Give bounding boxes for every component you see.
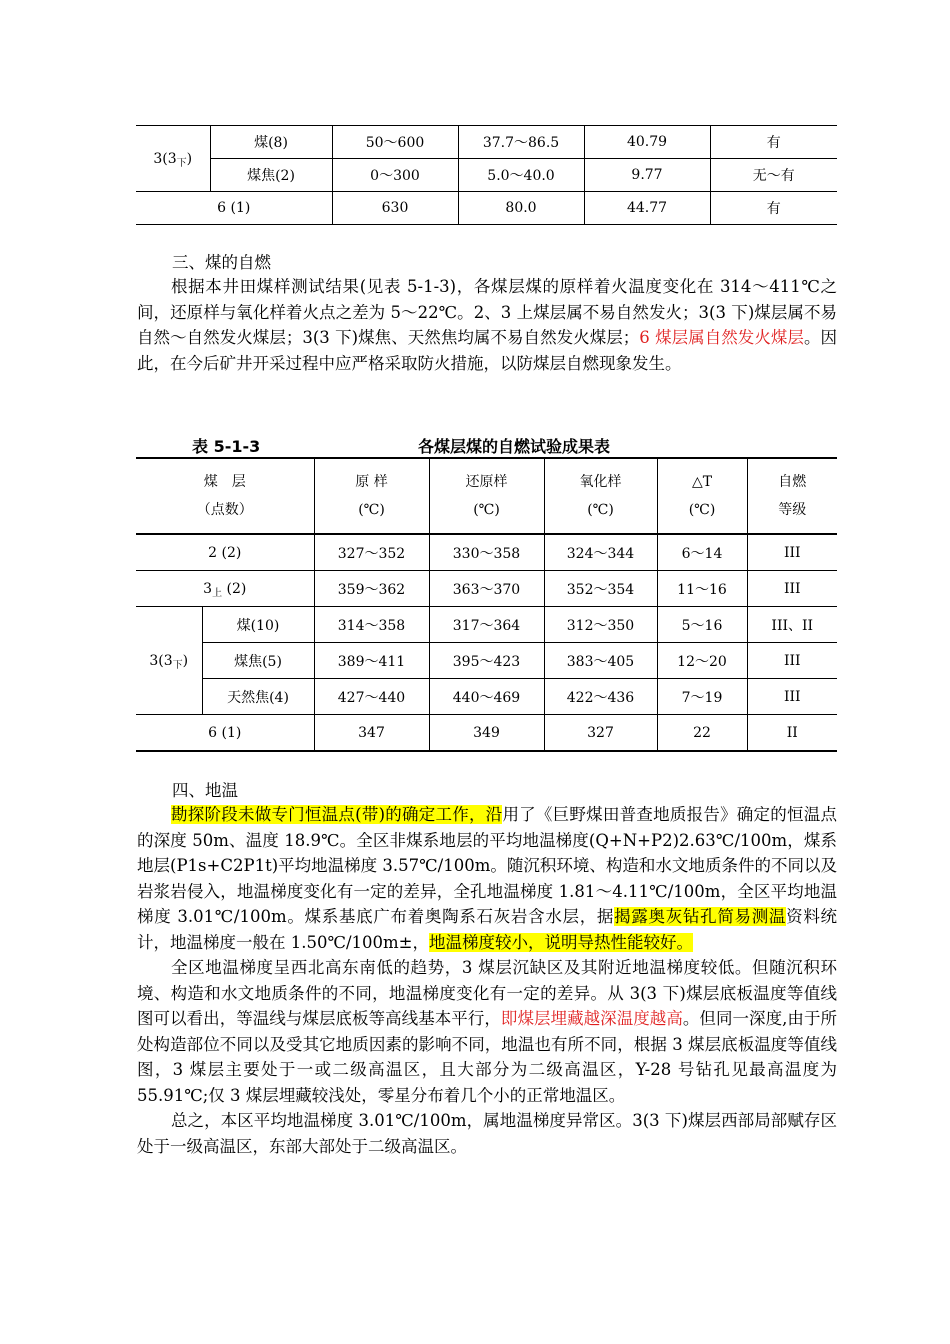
paragraph: 总之，本区平均地温梯度 3.01℃/100m，属地温梯度异常区。3(3 下)煤层西部局部赋存区处于一级高温区，东部大部处于二级高温区。 [137,1111,837,1156]
header-line: 等级 [778,502,807,518]
table-cell: III [747,679,837,715]
header-line: 还原样 [465,474,508,490]
table-cell: 427～440 [314,679,429,715]
text-run: (2) [222,580,247,597]
combustion-test-table [136,457,837,752]
table-cell: 有 [710,192,837,225]
table-cell: 12～20 [657,643,747,679]
header-line: (℃) [587,502,614,518]
highlighted-text-run: 地温梯度较小，说明导热性能较好。 [428,932,693,952]
table-cell: 327 [544,715,657,752]
table-cell: 317～364 [429,607,544,643]
subscript: 下 [172,659,183,671]
table-cell: 2 (2) [136,534,314,571]
header-line: (℃) [358,502,385,518]
header-cell [136,458,314,534]
table-number: 表 5-1-3 [192,437,261,456]
table-cell: 347 [314,715,429,752]
table-cell: 630 [332,192,458,225]
table-cell: III [747,534,837,571]
header-line: 煤 层 [203,474,246,490]
table-row [136,607,837,643]
table-cell: 煤(8) [210,126,332,159]
text-run: 全区地温梯度呈西北高东南低的趋势，3 煤层沉缺区及其附近地温梯度较低。但随沉积环境、构造和水文地质条件的不同，地温梯度变化有一定的差异。从 3(3 下)煤层底板温度等值线图可以看出，等温线与煤层底板等高线基本平行， [137,958,837,1028]
header-line: (℃) [688,502,716,518]
table-cell: 0～300 [332,159,458,192]
red-text-run: 6 煤层属自然发火煤层 [639,328,804,347]
table-cell: 煤焦(2) [210,159,332,192]
group-label-cell: $3(3_下)$ [136,607,202,715]
table-cell: 50～600 [332,126,458,159]
text-run: 资料统计，地温梯度一般在 1.50℃/100m±， [137,907,838,952]
table-cell: 6～14 [657,534,747,571]
table-cell: 11～16 [657,571,747,607]
highlighted-text-run: 揭露奥灰钻孔简易测温 [614,907,787,926]
paragraph [137,802,837,955]
table-cell: 煤焦(5) [202,643,314,679]
table-cell: 80.0 [458,192,584,225]
table-cell: 422～436 [544,679,657,715]
header-line: 自燃 [778,474,807,490]
table-cell: 40.79 [584,126,710,159]
text-run: 根据本井田煤样测试结果(见表 5-1-3)，各煤层煤的原样着火温度变化在 314～411℃之间，还原样与氧化样着火点之差为 5～22℃。2、3 上煤层属不易自然发火；3(3 下)煤层属不易自然～自然发火煤层；3(3 下)煤焦、天然焦均属不易自然发火煤层； [137,277,837,347]
table-cell: III [747,643,837,679]
text-run: 3 [203,580,213,597]
table-cell: 349 [429,715,544,752]
table-cell: 煤(10) [202,607,314,643]
group-label-sub: 下 [176,157,187,169]
header-cell [657,458,747,534]
table-cell: 327～352 [314,534,429,571]
table-cell: 359～362 [314,571,429,607]
table-cell: 有 [710,126,837,159]
header-cell [314,458,429,534]
table-cell: 5.0～40.0 [458,159,584,192]
group-label: 3(3 [153,150,177,167]
table-cell: III [747,571,837,607]
highlighted-text-run: 勘探阶段未做专门恒温点(带)的确定工作，沿 [171,805,503,824]
section4-body [137,802,837,1159]
table-cell: 7～19 [657,679,747,715]
table-header-row [136,458,837,534]
header-cell [747,458,837,534]
table-cell [136,571,314,607]
table-row [136,192,837,225]
table-cell: 330～358 [429,534,544,571]
table-row [136,679,837,715]
ignition-table-continued [136,125,837,225]
header-cell [429,458,544,534]
table-cell: 363～370 [429,571,544,607]
paragraph [137,274,837,376]
header-line: （点数） [196,502,253,518]
table-row [136,159,837,192]
table-cell: 324～344 [544,534,657,571]
table-cell: 440～469 [429,679,544,715]
table-row [136,643,837,679]
group-label: 3(3 [149,652,173,669]
table-row [136,126,837,159]
table-cell: 无～有 [710,159,837,192]
header-line: 原 样 [355,474,388,490]
table-cell: 9.77 [584,159,710,192]
paragraph [137,955,837,1108]
red-text-run: 即煤层埋藏越深温度越高 [500,1009,683,1028]
text-run: 。因此，在今后矿井开采过程中应严格采取防火措施，以防煤层自燃现象发生。 [137,328,838,373]
header-line: (℃) [473,502,500,518]
table-row [136,534,837,571]
table-cell: 6 (1) [136,715,314,752]
table-row [136,715,837,752]
section-heading-spontaneous-combustion: 三、煤的自燃 [172,253,271,272]
table-cell: 44.77 [584,192,710,225]
table-cell: 天然焦(4) [202,679,314,715]
section-heading-ground-temperature: 四、地温 [172,781,238,800]
header-cell [544,458,657,534]
table-cell: 5～16 [657,607,747,643]
table-row [136,571,837,607]
table-cell: 389～411 [314,643,429,679]
table-cell: III、II [747,607,837,643]
table-title: 各煤层煤的自燃试验成果表 [418,437,611,456]
table-cell: 22 [657,715,747,752]
table-cell: 6 (1) [136,192,332,225]
text-run: 用了《巨野煤田普查地质报告》确定的恒温点的深度 50m、温度 18.9℃。全区非煤系地层的平均地温梯度(Q+N+P2)2.63℃/100m，煤系地层(P1s+C2P1t)平均地温梯度 3.57℃/100m。随沉积环境、构造和水文地质条件的不同以及岩浆岩侵入，地温梯度变化有一定的差异，全孔地温梯度 1.81～4.11℃/100m，全区平均地温梯度 3.01℃/100m。煤系基底广布着奥陶系石灰岩含水层，据 [137,805,838,926]
table-cell: 37.7～86.5 [458,126,584,159]
header-line: △T [691,474,713,490]
section3-body [137,274,837,376]
table-cell: 314～358 [314,607,429,643]
table-cell: 395～423 [429,643,544,679]
table-cell: 312～350 [544,607,657,643]
header-line: 氧化样 [579,474,622,490]
table-cell: 383～405 [544,643,657,679]
table-cell: II [747,715,837,752]
group-label-cell: $3(3_下)$ [153,150,193,169]
subscript: 上 [212,587,223,599]
text-run: 。但同一深度,由于所处构造部位不同以及受其它地质因素的影响不同，地温也有所不同，根据 3 煤层底板温度等值线图，3 煤层主要处于一或二级高温区，且大部分为二级高温区，Y-28 号钻孔见最高温度为 55.91℃;仅 3 煤层埋藏较浅处，零星分布着几个小的正常地温区。 [137,1009,838,1105]
table-cell: 352～354 [544,571,657,607]
